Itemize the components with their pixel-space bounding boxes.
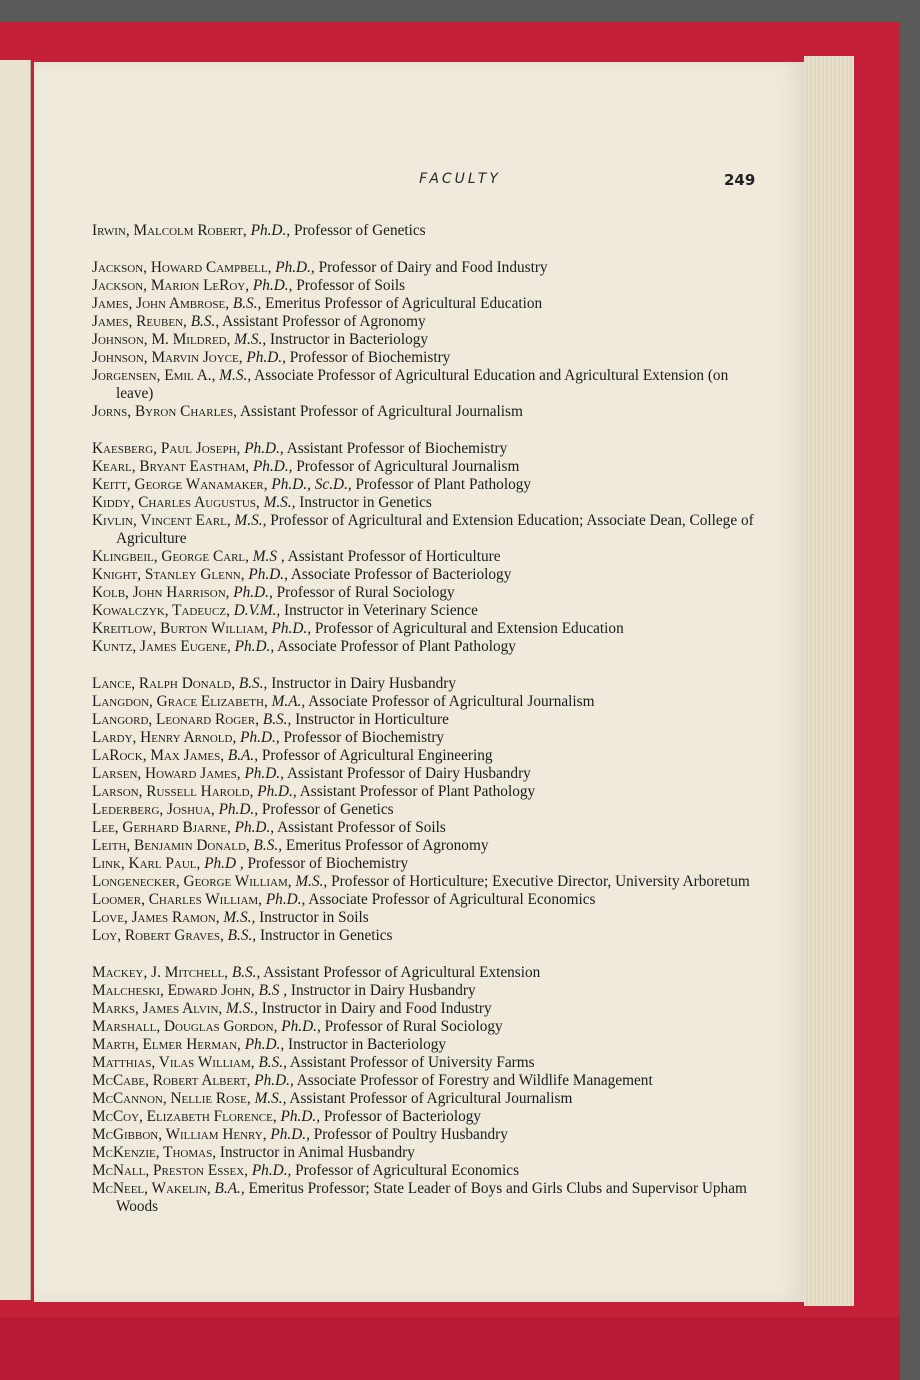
faculty-name: James, John Ambrose, (92, 295, 230, 312)
faculty-name: Jackson, Marion LeRoy, (92, 277, 250, 294)
faculty-title: Instructor in Veterinary Science (284, 602, 478, 619)
faculty-degree: M.S., (223, 909, 256, 926)
faculty-name: Marth, Elmer Herman, (92, 1036, 241, 1053)
faculty-title: Assistant Professor of Agricultural Extension (263, 964, 541, 981)
facing-page-edge (0, 60, 31, 1300)
faculty-degree: Ph.D., (240, 729, 280, 746)
faculty-name: Love, James Ramon, (92, 909, 220, 926)
faculty-degree: M.S., (219, 367, 252, 384)
faculty-title: Assistant Professor of Agricultural Journalism (289, 1090, 573, 1107)
faculty-degree: B.A., (227, 747, 259, 764)
faculty-title: Professor of Poultry Husbandry (313, 1126, 508, 1143)
faculty-degree: Ph.D., (252, 277, 293, 294)
faculty-degree: M.S., (254, 1090, 287, 1107)
faculty-title: Professor of Agricultural and Extension Education; Associate Dean, College of Agriculture (116, 512, 754, 547)
faculty-entry (92, 1000, 757, 1018)
faculty-name: McNeel, Wakelin, (92, 1180, 211, 1197)
faculty-entry (92, 693, 757, 711)
faculty-entry (92, 837, 757, 855)
faculty-title: Instructor in Genetics (299, 494, 432, 511)
faculty-name: Jackson, Howard Campbell, (92, 259, 272, 276)
faculty-name: Kuntz, James Eugene, (92, 638, 231, 655)
faculty-entry (92, 222, 757, 240)
faculty-title: Instructor in Genetics (259, 927, 393, 944)
faculty-degree: Ph.D., (234, 819, 275, 836)
faculty-name: Kreitlow, Burton William, (92, 620, 268, 637)
faculty-title: Emeritus Professor of Agricultural Education (265, 295, 543, 312)
faculty-degree: M.S., (234, 512, 267, 529)
faculty-title: Professor of Horticulture; Executive Director, University Arboretum (331, 873, 750, 890)
faculty-name: Mackey, J. Mitchell, (92, 964, 228, 981)
faculty-title: Assistant Professor of Dairy Husbandry (286, 765, 531, 782)
faculty-title: Associate Professor of Bacteriology (290, 566, 512, 583)
faculty-title: Instructor in Animal Husbandry (219, 1144, 415, 1161)
faculty-entry (92, 512, 757, 548)
faculty-name: Kaesberg, Paul Joseph, (92, 440, 241, 457)
faculty-entry (92, 801, 757, 819)
faculty-name: McKenzie, Thomas, (92, 1144, 217, 1161)
faculty-title: Professor of Soils (296, 277, 406, 294)
faculty-degree: Ph.D., (218, 801, 259, 818)
faculty-degree: M.S., (234, 331, 267, 348)
faculty-degree: B.S., (232, 295, 262, 312)
faculty-title: Professor of Rural Sociology (324, 1018, 503, 1035)
faculty-entry (92, 1054, 757, 1072)
faculty-title: Assistant Professor of Agricultural Journalism (239, 403, 523, 420)
faculty-title: Professor of Biochemistry (247, 855, 409, 872)
faculty-degree: Ph.D., (280, 1108, 321, 1125)
faculty-name: Link, Karl Paul, (92, 855, 201, 872)
faculty-entry (92, 1162, 757, 1180)
faculty-title: Professor of Biochemistry (283, 729, 445, 746)
faculty-name: Lance, Ralph Donald, (92, 675, 236, 692)
faculty-name: Longenecker, George William, (92, 873, 292, 890)
faculty-name: Knight, Stanley Glenn, (92, 566, 245, 583)
faculty-entry (92, 927, 757, 945)
faculty-title: Professor of Agricultural and Extension Education (314, 620, 624, 637)
faculty-entry (92, 259, 757, 277)
faculty-name: Kivlin, Vincent Earl, (92, 512, 231, 529)
faculty-degree: B.S., (262, 711, 292, 728)
faculty-title: Assistant Professor of Horticulture (287, 548, 501, 565)
faculty-degree: Ph.D., (233, 584, 273, 601)
faculty-name: Loy, Robert Graves, (92, 927, 224, 944)
faculty-title: Professor of Rural Sociology (276, 584, 455, 601)
faculty-degree: Ph.D., (271, 620, 312, 637)
faculty-entry (92, 1144, 757, 1162)
faculty-entry (92, 494, 757, 512)
faculty-name: Langdon, Grace Elizabeth, (92, 693, 268, 710)
faculty-degree: Ph.D , (204, 855, 244, 872)
faculty-entry (92, 638, 757, 656)
faculty-degree: Ph.D., (244, 765, 284, 782)
faculty-entry (92, 747, 757, 765)
faculty-title: Associate Professor of Agricultural Education and Agricultural Extension (on leave) (116, 367, 729, 402)
faculty-title: Professor of Biochemistry (289, 349, 451, 366)
faculty-title: Professor of Plant Pathology (355, 476, 532, 493)
faculty-degree: B.S., (231, 964, 261, 981)
faculty-name: Lee, Gerhard Bjarne, (92, 819, 231, 836)
faculty-title: Associate Professor of Forestry and Wildlife Management (296, 1072, 653, 1089)
faculty-degree: Ph.D., (244, 1036, 285, 1053)
faculty-entry (92, 620, 757, 638)
faculty-entry (92, 349, 757, 367)
faculty-degree: B.S., (190, 313, 220, 330)
faculty-name: Larson, Russell Harold, (92, 783, 254, 800)
page-number: 249 (724, 171, 756, 189)
faculty-title: Assistant Professor of Plant Pathology (299, 783, 536, 800)
faculty-title: Assistant Professor of Agronomy (222, 313, 426, 330)
faculty-entry (92, 729, 757, 747)
faculty-name: Loomer, Charles William, (92, 891, 262, 908)
faculty-degree: B.S., (238, 675, 268, 692)
faculty-name: Kolb, John Harrison, (92, 584, 230, 601)
faculty-degree: Ph.D., (248, 566, 288, 583)
faculty-degree: Ph.D., (250, 222, 291, 239)
faculty-title: Assistant Professor of University Farms (289, 1054, 535, 1071)
faculty-entry (92, 367, 757, 403)
faculty-title: Assistant Professor of Soils (277, 819, 446, 836)
faculty-title: Instructor in Dairy Husbandry (271, 675, 456, 692)
page-block-edge (804, 56, 854, 1306)
faculty-degree: Ph.D., (257, 783, 297, 800)
faculty-degree: M.S., (263, 494, 296, 511)
faculty-name: Malcheski, Edward John, (92, 982, 255, 999)
faculty-degree: Ph.D., (234, 638, 275, 655)
faculty-entry (92, 873, 757, 891)
faculty-title: Emeritus Professor of Agronomy (285, 837, 489, 854)
faculty-degree: B.S., (227, 927, 257, 944)
faculty-entry (92, 711, 757, 729)
faculty-name: Kowalczyk, Tadeucz, (92, 602, 230, 619)
faculty-entry (92, 1018, 757, 1036)
faculty-title: Instructor in Dairy and Food Industry (261, 1000, 492, 1017)
running-head: FACULTY (419, 171, 501, 187)
faculty-name: McCoy, Elizabeth Florence, (92, 1108, 277, 1125)
faculty-name: McNall, Preston Essex, (92, 1162, 248, 1179)
book-cover-bottom (0, 1318, 900, 1380)
faculty-entry (92, 1180, 757, 1216)
faculty-degree: Ph.D., (281, 1018, 321, 1035)
faculty-title: Professor of Genetics (293, 222, 426, 239)
letter-group (92, 259, 757, 421)
faculty-entry (92, 476, 757, 494)
faculty-entry (92, 891, 757, 909)
faculty-title: Professor of Agricultural Economics (295, 1162, 520, 1179)
faculty-degree: M.S , (252, 548, 285, 565)
faculty-degree: B.S , (258, 982, 288, 999)
faculty-degree: Ph.D., (244, 440, 284, 457)
faculty-name: Matthias, Vilas William, (92, 1054, 255, 1071)
faculty-degree: B.S., (253, 837, 283, 854)
faculty-name: Klingbeil, George Carl, (92, 548, 249, 565)
faculty-name: Jorns, Byron Charles, (92, 403, 237, 420)
faculty-title: Associate Professor of Plant Pathology (277, 638, 516, 655)
faculty-name: Johnson, Marvin Joyce, (92, 349, 243, 366)
faculty-entry (92, 277, 757, 295)
faculty-entry (92, 548, 757, 566)
faculty-entry (92, 783, 757, 801)
faculty-title: Instructor in Horticulture (295, 711, 449, 728)
faculty-entry (92, 855, 757, 873)
faculty-name: Lederberg, Joshua, (92, 801, 215, 818)
faculty-title: Assistant Professor of Biochemistry (286, 440, 508, 457)
faculty-name: Lardy, Henry Arnold, (92, 729, 237, 746)
faculty-title: Professor of Bacteriology (323, 1108, 482, 1125)
faculty-title: Professor of Agricultural Engineering (261, 747, 493, 764)
faculty-entry (92, 675, 757, 693)
faculty-entry (92, 566, 757, 584)
faculty-entry (92, 1036, 757, 1054)
faculty-name: Kearl, Bryant Eastham, (92, 458, 250, 475)
faculty-entry (92, 458, 757, 476)
faculty-entry (92, 964, 757, 982)
faculty-entry (92, 331, 757, 349)
letter-group (92, 675, 757, 945)
faculty-degree: Ph.D., Sc.D., (271, 476, 352, 493)
faculty-entry (92, 440, 757, 458)
faculty-title: Instructor in Bacteriology (288, 1036, 447, 1053)
faculty-name: Larsen, Howard James, (92, 765, 241, 782)
letter-group (92, 440, 757, 656)
faculty-entry (92, 909, 757, 927)
faculty-name: Jorgensen, Emil A., (92, 367, 216, 384)
faculty-title: Instructor in Bacteriology (269, 331, 429, 348)
faculty-entry (92, 403, 757, 421)
faculty-entry (92, 819, 757, 837)
letter-group (92, 964, 757, 1216)
faculty-name: Marshall, Douglas Gordon, (92, 1018, 278, 1035)
faculty-entry (92, 982, 757, 1000)
faculty-title: Instructor in Dairy Husbandry (290, 982, 476, 999)
faculty-entry (92, 1090, 757, 1108)
faculty-degree: B.S., (258, 1054, 287, 1071)
faculty-name: Langord, Leonard Roger, (92, 711, 260, 728)
faculty-degree: Ph.D., (275, 259, 315, 276)
faculty-degree: Ph.D., (270, 1126, 310, 1143)
faculty-name: Kiddy, Charles Augustus, (92, 494, 260, 511)
faculty-entry (92, 295, 757, 313)
faculty-name: Keitt, George Wanamaker, (92, 476, 268, 493)
faculty-title: Emeritus Professor; State Leader of Boys and Girls Clubs and Supervisor Upham Woods (116, 1180, 747, 1215)
faculty-title: Associate Professor of Agricultural Journalism (308, 693, 595, 710)
faculty-title: Professor of Agricultural Journalism (296, 458, 520, 475)
faculty-title: Professor of Genetics (261, 801, 394, 818)
faculty-title: Professor of Dairy and Food Industry (318, 259, 548, 276)
faculty-entry (92, 584, 757, 602)
faculty-name: Irwin, Malcolm Robert, (92, 222, 247, 239)
faculty-degree: Ph.D., (265, 891, 306, 908)
faculty-name: McCannon, Nellie Rose, (92, 1090, 251, 1107)
letter-group (92, 222, 757, 240)
faculty-name: LaRock, Max James, (92, 747, 225, 764)
faculty-entry (92, 602, 757, 620)
faculty-name: James, Reuben, (92, 313, 187, 330)
faculty-entry (92, 1108, 757, 1126)
faculty-degree: M.A., (271, 693, 306, 710)
faculty-degree: Ph.D., (254, 1072, 294, 1089)
faculty-entry (92, 765, 757, 783)
faculty-entry (92, 1126, 757, 1144)
faculty-name: Leith, Benjamin Donald, (92, 837, 250, 854)
faculty-entry (92, 313, 757, 331)
faculty-title: Associate Professor of Agricultural Economics (308, 891, 596, 908)
faculty-degree: M.S., (226, 1000, 258, 1017)
faculty-degree: D.V.M., (233, 602, 281, 619)
faculty-title: Instructor in Soils (259, 909, 369, 926)
faculty-name: Marks, James Alvin, (92, 1000, 223, 1017)
faculty-degree: B.A., (214, 1180, 245, 1197)
faculty-name: Johnson, M. Mildred, (92, 331, 231, 348)
faculty-entry (92, 1072, 757, 1090)
faculty-degree: Ph.D., (251, 1162, 292, 1179)
faculty-name: McCabe, Robert Albert, (92, 1072, 251, 1089)
faculty-degree: M.S., (295, 873, 328, 890)
faculty-degree: Ph.D., (252, 458, 293, 475)
faculty-degree: Ph.D., (246, 349, 286, 366)
faculty-name: McGibbon, William Henry, (92, 1126, 267, 1143)
faculty-list (92, 222, 757, 1235)
